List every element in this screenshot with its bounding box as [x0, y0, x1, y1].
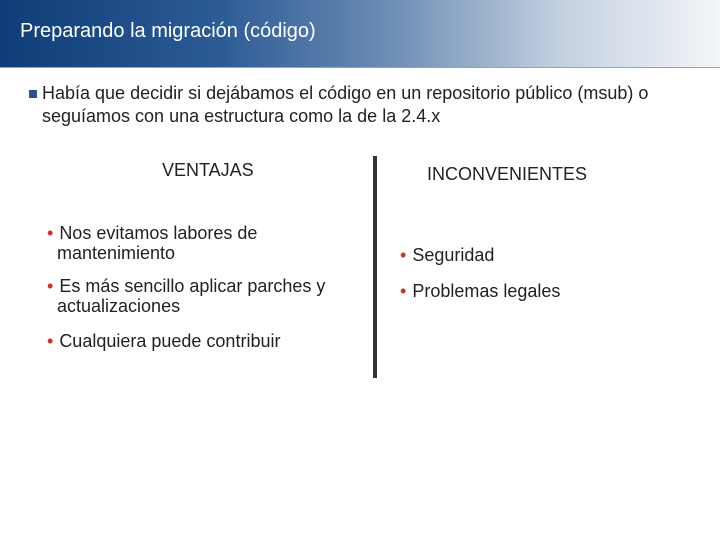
ventaja-item [47, 223, 367, 263]
inconveniente-item-text: Seguridad [412, 245, 495, 265]
inconveniente-item [400, 245, 700, 265]
ventaja-item-line1: Es más sencillo aplicar parches y [59, 276, 326, 296]
dot-bullet-icon: • [400, 281, 407, 301]
ventaja-item-line2: mantenimiento [57, 243, 176, 263]
square-bullet-icon [29, 90, 37, 98]
ventaja-item-line1: Nos evitamos labores de [59, 223, 258, 243]
column-divider [373, 156, 377, 378]
dot-bullet-icon: • [47, 331, 54, 351]
slide-title: Preparando la migración (código) [20, 20, 316, 42]
inconveniente-item-text: Problemas legales [412, 281, 561, 301]
ventajas-header: VENTAJAS [162, 160, 254, 180]
ventaja-item-line1: Cualquiera puede contribuir [59, 331, 281, 351]
dot-bullet-icon: • [400, 245, 407, 265]
intro-paragraph: Había que decidir si dejábamos el código en un repositorio público (msub) o seguíamos con una estructura como la de la 2.4.x [42, 83, 649, 126]
inconvenientes-header: INCONVENIENTES [427, 164, 588, 184]
inconveniente-item [400, 281, 700, 301]
ventaja-item [47, 276, 367, 316]
title-bar [0, 0, 720, 67]
dot-bullet-icon: • [47, 276, 54, 296]
title-divider [0, 67, 720, 68]
ventaja-item-line2: actualizaciones [57, 296, 181, 316]
dot-bullet-icon: • [47, 223, 54, 243]
ventaja-item [47, 331, 367, 351]
